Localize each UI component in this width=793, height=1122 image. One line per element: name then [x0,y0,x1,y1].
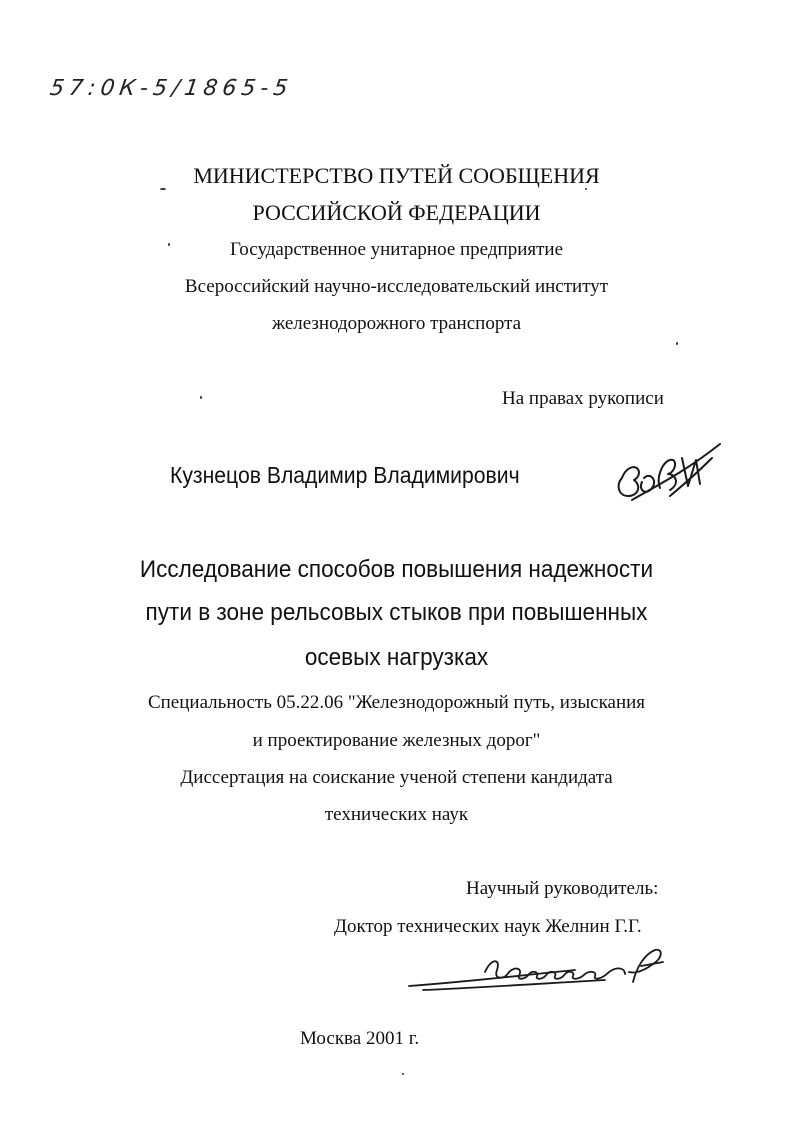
supervisor-label: Научный руководитель: [466,878,659,899]
scan-speck [402,1073,404,1075]
scan-speck [168,243,170,246]
author-name: Кузнецов Владимир Владимирович [170,462,520,488]
city-year: Москва 2001 г. [300,1028,420,1049]
title-line-3: осевых нагрузках [304,644,489,671]
specialty-line-1: Специальность 05.22.06 "Железнодорожный путь, изыскания [147,692,646,713]
title-line-1: Исследование способов повышения надежности [139,556,654,583]
ministry-line-1: МИНИСТЕРСТВО ПУТЕЙ СООБЩЕНИЯ [193,163,600,188]
degree-line-1: Диссертация на соискание ученой степени кандидата [180,767,613,788]
supervisor-signature [405,946,670,994]
author-signature [612,438,724,518]
org-line-3: железнодорожного транспорта [271,313,522,334]
supervisor-name: Доктор технических наук Желнин Г.Г. [334,916,642,937]
org-line-2: Всероссийский научно-исследовательский институт [184,276,609,297]
scan-speck [585,188,587,190]
archive-code-handwritten: 57:0К-5/1865-5 [48,76,295,101]
manuscript-rights: На правах рукописи [502,388,664,409]
scan-speck [676,342,678,345]
ministry-line-2: РОССИЙСКОЙ ФЕДЕРАЦИИ [252,200,541,225]
degree-line-2: технических наук [324,804,469,825]
org-line-1: Государственное унитарное предприятие [229,239,564,260]
specialty-line-2: и проектирование железных дорог" [252,730,541,751]
scan-speck [160,188,166,190]
title-line-2: пути в зоне рельсовых стыков при повышенных [145,599,648,626]
scan-speck [200,396,202,399]
